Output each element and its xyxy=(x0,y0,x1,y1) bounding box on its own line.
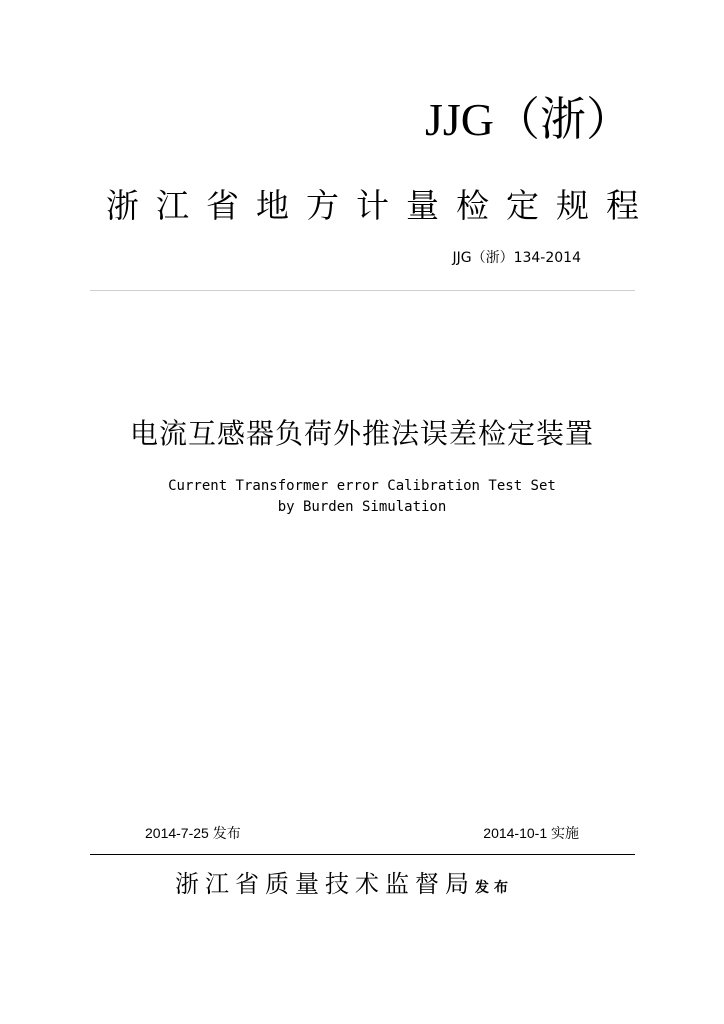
issue-date: 2014-7-25 发布 xyxy=(145,825,241,841)
document-title-chinese: 电流互感器负荷外推法误差检定装置 xyxy=(129,417,594,450)
standard-code-mark: JJG（浙） xyxy=(424,94,632,145)
regulation-type-heading: 浙江省地方计量检定规程 xyxy=(106,186,656,225)
effective-date: 2014-10-1 实施 xyxy=(483,825,579,841)
footer-divider xyxy=(90,854,635,855)
document-title-english-line-2: by Burden Simulation xyxy=(277,499,447,515)
header-divider xyxy=(90,290,635,291)
issuer-block xyxy=(175,866,513,906)
document-title-english-line-1: Current Transformer error Calibration Test Set xyxy=(168,478,556,494)
issuer-action: 发布 xyxy=(475,880,513,896)
issuer-name: 浙江省质量技术监督局 xyxy=(175,870,475,898)
document-number: JJG（浙）134-2014 xyxy=(452,250,581,266)
